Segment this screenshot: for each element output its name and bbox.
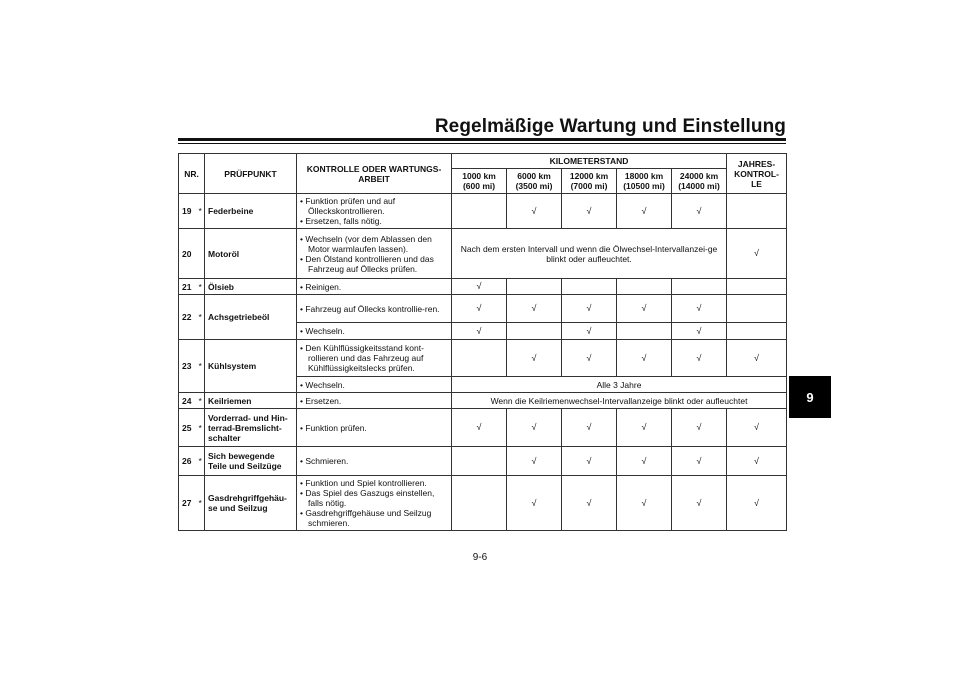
row-star: *	[196, 194, 205, 229]
check-cell: √	[617, 340, 672, 377]
row-item: Achsgetriebeöl	[205, 295, 297, 340]
check-cell: √	[672, 340, 727, 377]
table-row	[179, 295, 787, 323]
check-cell	[507, 323, 562, 340]
action-line: • Reinigen.	[300, 282, 448, 292]
action-line: • Den Ölstand kontrollieren und das Fahrzeug auf Öllecks prüfen.	[300, 254, 448, 274]
check-cell: √	[507, 409, 562, 447]
check-cell: √	[452, 295, 507, 323]
chapter-tab[interactable]: 9	[789, 376, 831, 418]
check-cell: √	[562, 340, 617, 377]
table-row	[179, 229, 787, 279]
row-actions	[297, 393, 452, 409]
row-number: 22	[179, 295, 196, 340]
row-actions	[297, 447, 452, 476]
check-cell: √	[562, 409, 617, 447]
interval-note: Wenn die Keilriemenwechsel-Intervallanzeige blinkt oder aufleuchtet	[452, 393, 787, 409]
row-number: 19	[179, 194, 196, 229]
header-km-group: KILOMETERSTAND	[452, 154, 727, 169]
action-line: • Funktion prüfen und auf Ölleckskontrollieren.	[300, 196, 448, 216]
action-line: • Schmieren.	[300, 456, 448, 466]
row-actions	[297, 323, 452, 340]
row-star: *	[196, 393, 205, 409]
check-cell: √	[452, 323, 507, 340]
action-line: • Wechseln.	[300, 380, 448, 390]
row-item: Ölsieb	[205, 279, 297, 295]
check-cell: √	[617, 194, 672, 229]
row-actions	[297, 194, 452, 229]
row-actions	[297, 409, 452, 447]
header-item: PRÜFPUNKT	[205, 154, 297, 194]
interval-note: Nach dem ersten Intervall und wenn die Ölwechsel-Intervallanzei-ge blinkt oder aufleuchtet.	[452, 229, 727, 279]
row-number: 20	[179, 229, 196, 279]
row-number: 26	[179, 447, 196, 476]
row-star: *	[196, 340, 205, 393]
row-number: 27	[179, 476, 196, 531]
row-item: Sich bewegende Teile und Seilzüge	[205, 447, 297, 476]
action-line: • Gasdrehgriffgehäuse und Seilzug schmieren.	[300, 508, 448, 528]
check-cell: √	[562, 295, 617, 323]
row-actions	[297, 295, 452, 323]
action-line: • Das Spiel des Gaszugs einstellen, falls nötig.	[300, 488, 448, 508]
row-star: *	[196, 279, 205, 295]
header-action: KONTROLLE ODER WARTUNGS-ARBEIT	[297, 154, 452, 194]
title-rule-thick	[178, 138, 786, 141]
action-line: • Ersetzen.	[300, 396, 448, 406]
action-line: • Wechseln.	[300, 326, 448, 336]
action-line: • Wechseln (vor dem Ablassen den Motor warmlaufen lassen).	[300, 234, 448, 254]
check-cell	[507, 279, 562, 295]
row-star: *	[196, 295, 205, 340]
title-rule-thin	[178, 143, 786, 144]
row-number: 23	[179, 340, 196, 393]
check-cell: √	[727, 476, 787, 531]
check-cell	[452, 447, 507, 476]
check-cell	[452, 340, 507, 377]
row-number: 21	[179, 279, 196, 295]
action-line: • Funktion prüfen.	[300, 423, 448, 433]
check-cell	[452, 476, 507, 531]
row-item: Motoröl	[205, 229, 297, 279]
check-cell: √	[617, 409, 672, 447]
interval-note: Alle 3 Jahre	[452, 377, 787, 393]
check-cell: √	[672, 323, 727, 340]
row-star	[196, 229, 205, 279]
check-cell: √	[727, 229, 787, 279]
page-number: 9-6	[472, 552, 488, 563]
check-cell	[562, 279, 617, 295]
row-item: Federbeine	[205, 194, 297, 229]
check-cell: √	[507, 476, 562, 531]
action-line: • Den Kühlflüssigkeitsstand kont-rollieren und das Fahrzeug auf Kühlflüssigkeitslecks prüfen.	[300, 343, 448, 373]
check-cell: √	[562, 476, 617, 531]
header-km: 12000 km (7000 mi)	[562, 169, 617, 194]
check-cell: √	[507, 194, 562, 229]
check-cell	[727, 295, 787, 323]
row-actions	[297, 377, 452, 393]
row-item: Vorderrad- und Hin-terrad-Bremslicht-schalter	[205, 409, 297, 447]
check-cell: √	[672, 476, 727, 531]
check-cell: √	[452, 279, 507, 295]
action-line: • Funktion und Spiel kontrollieren.	[300, 478, 448, 488]
row-star: *	[196, 476, 205, 531]
row-item: Kühlsystem	[205, 340, 297, 393]
row-actions	[297, 229, 452, 279]
header-km: 24000 km (14000 mi)	[672, 169, 727, 194]
check-cell: √	[672, 447, 727, 476]
check-cell: √	[672, 194, 727, 229]
page-title: Regelmäßige Wartung und Einstellung	[434, 116, 786, 137]
row-item: Keilriemen	[205, 393, 297, 409]
table-row	[179, 476, 787, 531]
header-km: 6000 km (3500 mi)	[507, 169, 562, 194]
check-cell: √	[562, 323, 617, 340]
header-km: 18000 km (10500 mi)	[617, 169, 672, 194]
check-cell: √	[727, 409, 787, 447]
row-actions	[297, 476, 452, 531]
check-cell: √	[617, 447, 672, 476]
check-cell	[672, 279, 727, 295]
row-number: 25	[179, 409, 196, 447]
check-cell: √	[617, 295, 672, 323]
table-row	[179, 447, 787, 476]
check-cell	[727, 194, 787, 229]
row-item: Gasdrehgriffgehäu-se und Seilzug	[205, 476, 297, 531]
check-cell: √	[672, 409, 727, 447]
row-number: 24	[179, 393, 196, 409]
row-actions	[297, 279, 452, 295]
maintenance-table	[178, 153, 787, 531]
check-cell: √	[727, 340, 787, 377]
header-row-group	[179, 154, 787, 169]
check-cell: √	[562, 447, 617, 476]
check-cell	[727, 279, 787, 295]
check-cell: √	[672, 295, 727, 323]
check-cell: √	[562, 194, 617, 229]
check-cell: √	[507, 447, 562, 476]
check-cell: √	[507, 295, 562, 323]
action-line: • Ersetzen, falls nötig.	[300, 216, 448, 226]
action-line: • Fahrzeug auf Öllecks kontrollie-ren.	[300, 304, 448, 314]
check-cell	[727, 323, 787, 340]
row-actions	[297, 340, 452, 377]
check-cell	[617, 323, 672, 340]
table-row	[179, 279, 787, 295]
check-cell: √	[507, 340, 562, 377]
header-annual: JAHRES-KONTROL-LE	[727, 154, 787, 194]
check-cell: √	[617, 476, 672, 531]
table-row	[179, 194, 787, 229]
header-km: 1000 km (600 mi)	[452, 169, 507, 194]
check-cell: √	[727, 447, 787, 476]
table-row	[179, 409, 787, 447]
check-cell	[617, 279, 672, 295]
table-row	[179, 393, 787, 409]
check-cell	[452, 194, 507, 229]
table-row	[179, 340, 787, 377]
row-star: *	[196, 409, 205, 447]
check-cell: √	[452, 409, 507, 447]
row-star: *	[196, 447, 205, 476]
header-nr: NR.	[179, 154, 205, 194]
